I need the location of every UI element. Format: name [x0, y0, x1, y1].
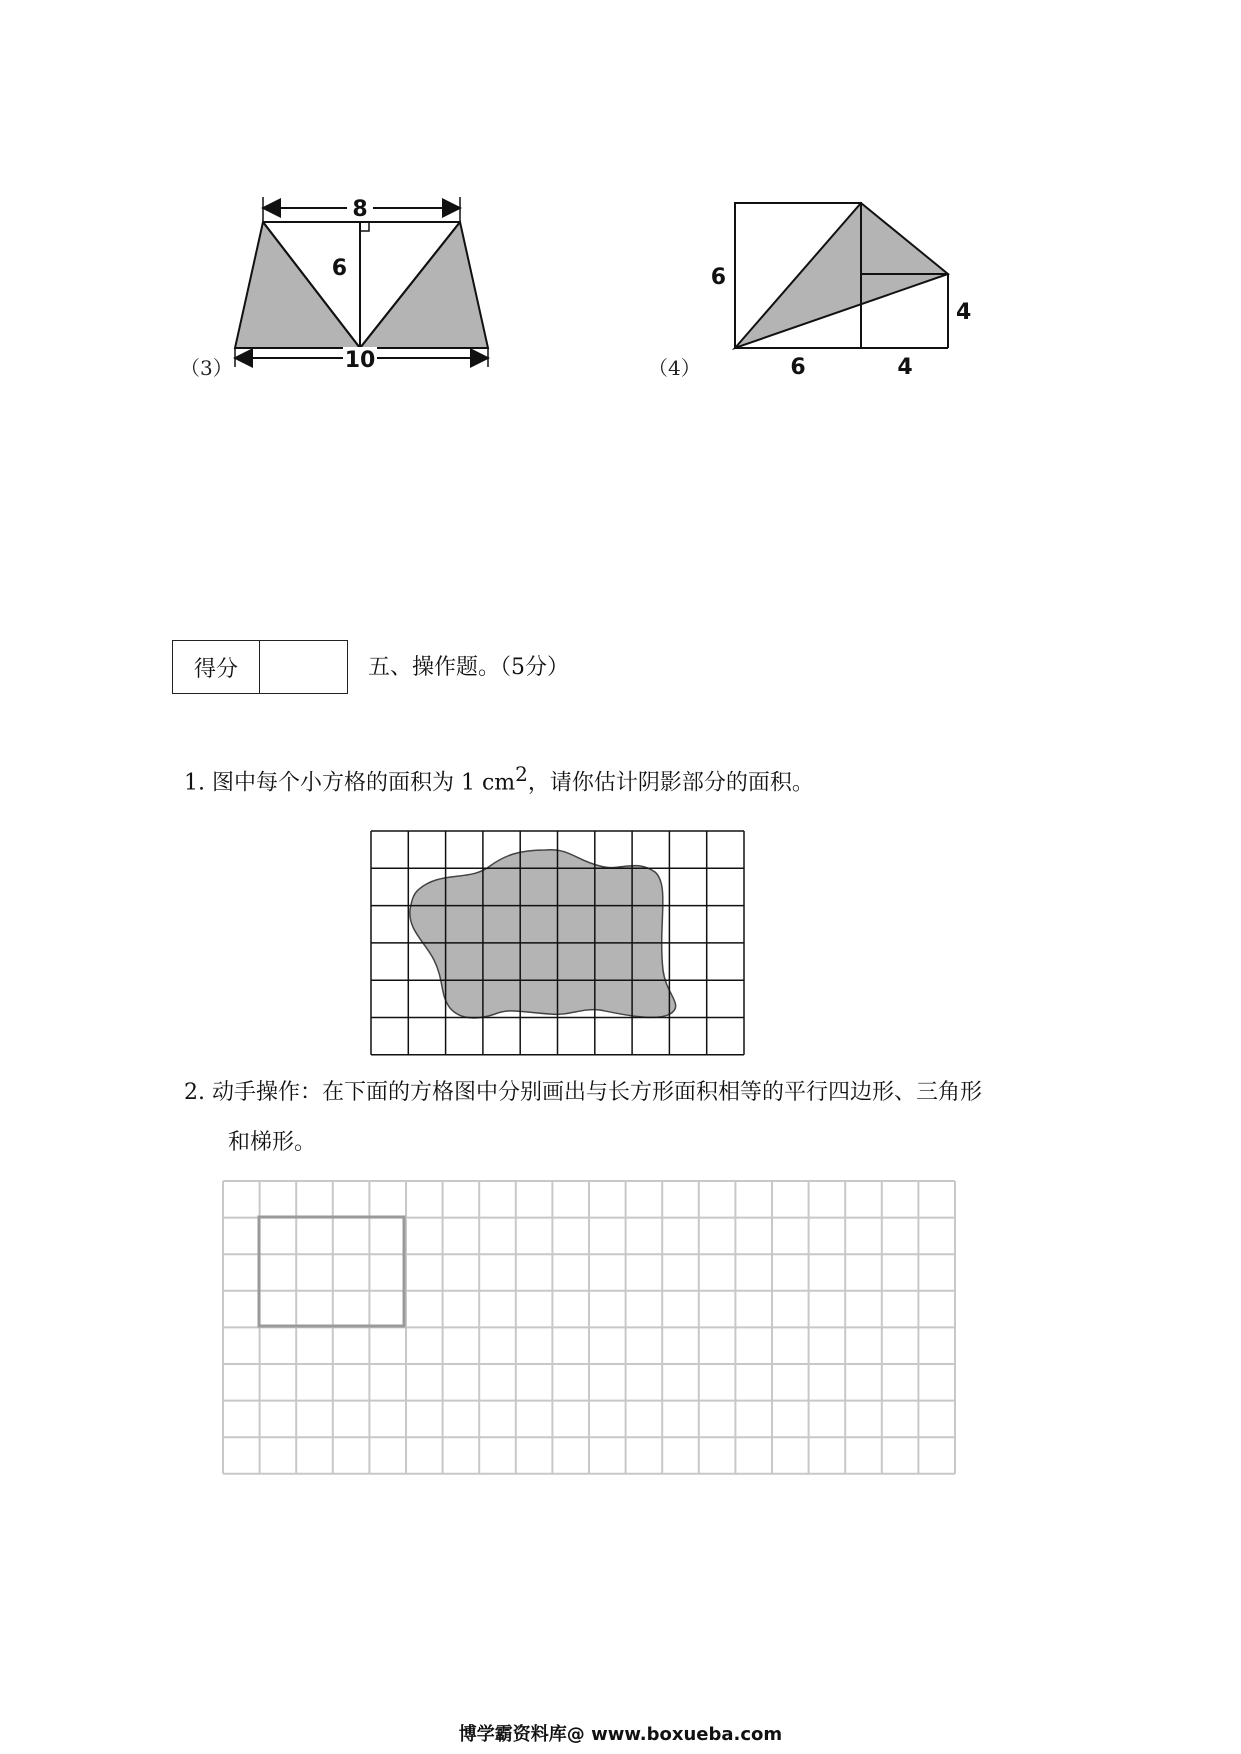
- figure3-left-shaded-triangle: [235, 222, 360, 348]
- question1-text: [184, 762, 814, 796]
- score-box: [172, 640, 348, 694]
- question2-line1: [184, 1075, 982, 1106]
- figure4-composite-diagram: [700, 195, 980, 385]
- question1-grid-lines: [371, 831, 744, 1055]
- question2-reference-rectangle: [259, 1217, 404, 1326]
- figure3-height-value: 6: [331, 256, 347, 281]
- figure4-bottom-left-value: 6: [790, 355, 806, 380]
- question2-text-line1: 动手操作：在下面的方格图中分别画出与长方形面积相等的平行四边形、三角形: [212, 1080, 983, 1105]
- figure3-right-shaded-triangle: [360, 222, 488, 348]
- footer-watermark: 博学霸资料库@ www.boxueba.com: [458, 1724, 783, 1745]
- figure3-trapezoid-diagram: [225, 195, 505, 385]
- question1-grid-figure: [370, 830, 750, 1060]
- figure4-label: （4）: [648, 356, 701, 380]
- figure3-bottom-value: 10: [344, 348, 376, 373]
- figure4-left-value: 6: [710, 265, 726, 290]
- figure4-bottom-right-value: 4: [897, 355, 913, 380]
- question2-number: 2.: [184, 1080, 205, 1105]
- question1-text-before: 图中每个小方格的面积为 1 cm: [212, 770, 516, 796]
- figure3-label: （3）: [180, 356, 233, 380]
- question2-line2: 和梯形。: [228, 1130, 317, 1155]
- question1-number: 1.: [184, 770, 205, 796]
- question1-superscript: 2: [515, 762, 528, 786]
- question2-drawing-grid[interactable]: [222, 1180, 962, 1480]
- score-value-field[interactable]: [260, 641, 346, 693]
- score-label: 得分: [173, 641, 260, 693]
- question1-text-after: ，请你估计阴影部分的面积。: [527, 770, 814, 796]
- figure3-top-value: 8: [352, 197, 368, 222]
- figure4-shaded-triangle: [735, 203, 948, 348]
- section5-title: 五、操作题。（5分）: [368, 655, 569, 680]
- figure4-right-height-value: 4: [956, 300, 972, 325]
- question1-shaded-blob: [410, 850, 676, 1018]
